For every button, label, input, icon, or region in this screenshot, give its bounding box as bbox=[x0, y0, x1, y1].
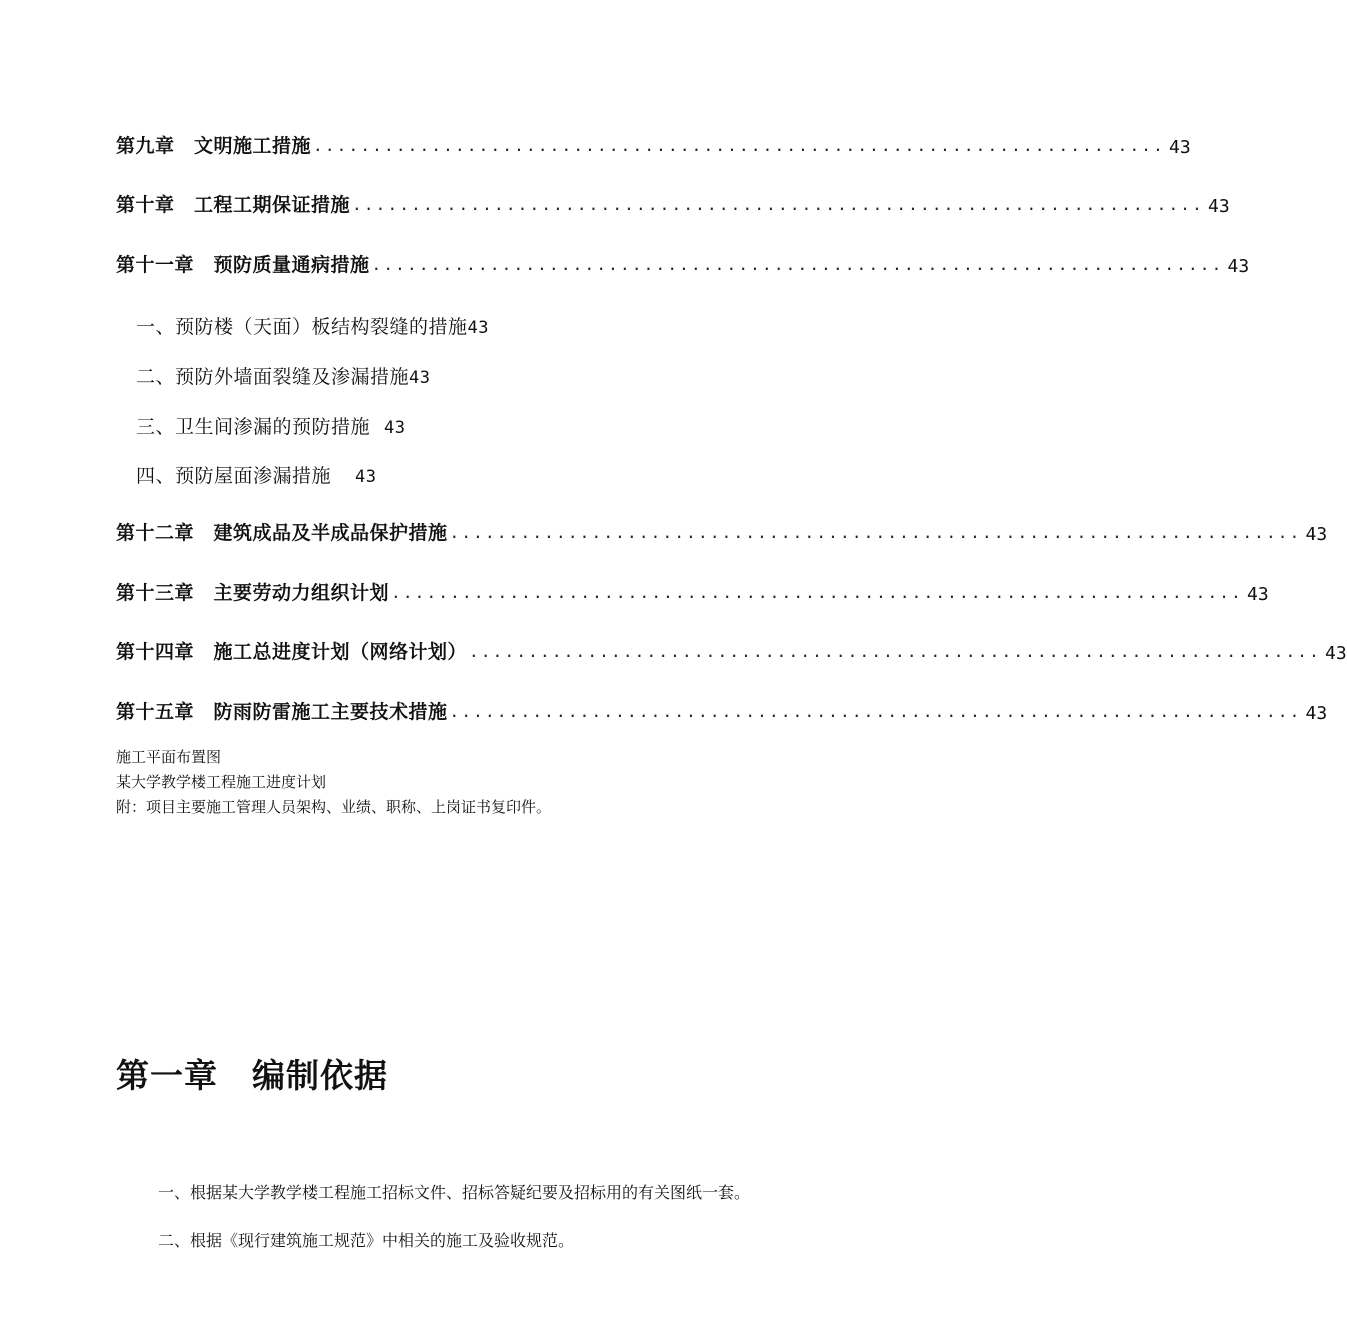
toc-sub-title: 一、预防楼（天面）板结构裂缝的措施 bbox=[136, 316, 468, 338]
toc-title: 第十四章 施工总进度计划（网络计划） bbox=[116, 641, 468, 663]
toc-subentry-4[interactable] bbox=[136, 461, 377, 488]
toc-page-number: 43 bbox=[409, 368, 431, 388]
toc-title: 第十三章 主要劳动力组织计划 bbox=[116, 582, 390, 604]
toc-entry-ch14[interactable] bbox=[116, 638, 1347, 664]
toc-leader-dots: ........................................................................ bbox=[313, 136, 1165, 155]
toc-leader-dots: ........................................................................ bbox=[371, 255, 1224, 274]
toc-subentry-3[interactable] bbox=[136, 412, 406, 439]
toc-page-number: 43 bbox=[1207, 196, 1230, 217]
note-line-1: 施工平面布置图 bbox=[116, 748, 222, 766]
toc-page-number: 43 bbox=[1305, 703, 1328, 724]
toc-entry-ch11[interactable] bbox=[116, 251, 1250, 277]
toc-sub-title: 二、预防外墙面裂缝及渗漏措施 bbox=[136, 366, 410, 388]
toc-sub-title: 四、预防屋面渗漏措施 bbox=[136, 465, 332, 487]
note-line-2: 某大学教学楼工程施工进度计划 bbox=[116, 773, 327, 791]
toc-entry-ch15[interactable] bbox=[116, 698, 1328, 724]
body-paragraph-1: 一、根据某大学教学楼工程施工招标文件、招标答疑纪要及招标用的有关图纸一套。 bbox=[158, 1183, 751, 1202]
toc-page-number: 43 bbox=[1305, 524, 1328, 545]
toc-subentry-2[interactable] bbox=[136, 362, 431, 389]
toc-entry-ch10[interactable] bbox=[116, 191, 1230, 217]
toc-entry-ch13[interactable] bbox=[116, 579, 1269, 605]
toc-page-number: 43 bbox=[355, 467, 377, 487]
toc-page-number: 43 bbox=[1324, 643, 1347, 664]
toc-title: 第九章 文明施工措施 bbox=[116, 135, 312, 157]
toc-entry-ch9[interactable] bbox=[116, 132, 1191, 158]
toc-leader-dots: ........................................................................ bbox=[449, 702, 1302, 721]
toc-page-number: 43 bbox=[1227, 256, 1250, 277]
body-paragraph-2: 二、根据《现行建筑施工规范》中相关的施工及验收规范。 bbox=[158, 1231, 575, 1250]
toc-leader-dots: ........................................................................ bbox=[352, 195, 1204, 214]
toc-entry-ch12[interactable] bbox=[116, 519, 1328, 545]
toc-page-number: 43 bbox=[384, 418, 406, 438]
toc-title: 第十五章 防雨防雷施工主要技术措施 bbox=[116, 701, 448, 723]
toc-page-number: 43 bbox=[1168, 137, 1191, 158]
toc-leader-dots: ........................................................................ bbox=[449, 523, 1302, 542]
toc-sub-title: 三、卫生间渗漏的预防措施 bbox=[136, 416, 371, 438]
toc-leader-dots: ........................................................................ bbox=[391, 583, 1243, 602]
toc-leader-dots: ........................................................................ bbox=[469, 642, 1321, 661]
toc-page-number: 43 bbox=[467, 318, 489, 338]
toc-page-number: 43 bbox=[1246, 584, 1269, 605]
chapter-heading: 第一章 编制依据 bbox=[116, 1056, 388, 1095]
note-line-3: 附：项目主要施工管理人员架构、业绩、职称、上岗证书复印件。 bbox=[116, 798, 552, 816]
toc-subentry-1[interactable] bbox=[136, 312, 489, 339]
toc-title: 第十一章 预防质量通病措施 bbox=[116, 254, 370, 276]
toc-title: 第十章 工程工期保证措施 bbox=[116, 194, 351, 216]
toc-title: 第十二章 建筑成品及半成品保护措施 bbox=[116, 522, 448, 544]
